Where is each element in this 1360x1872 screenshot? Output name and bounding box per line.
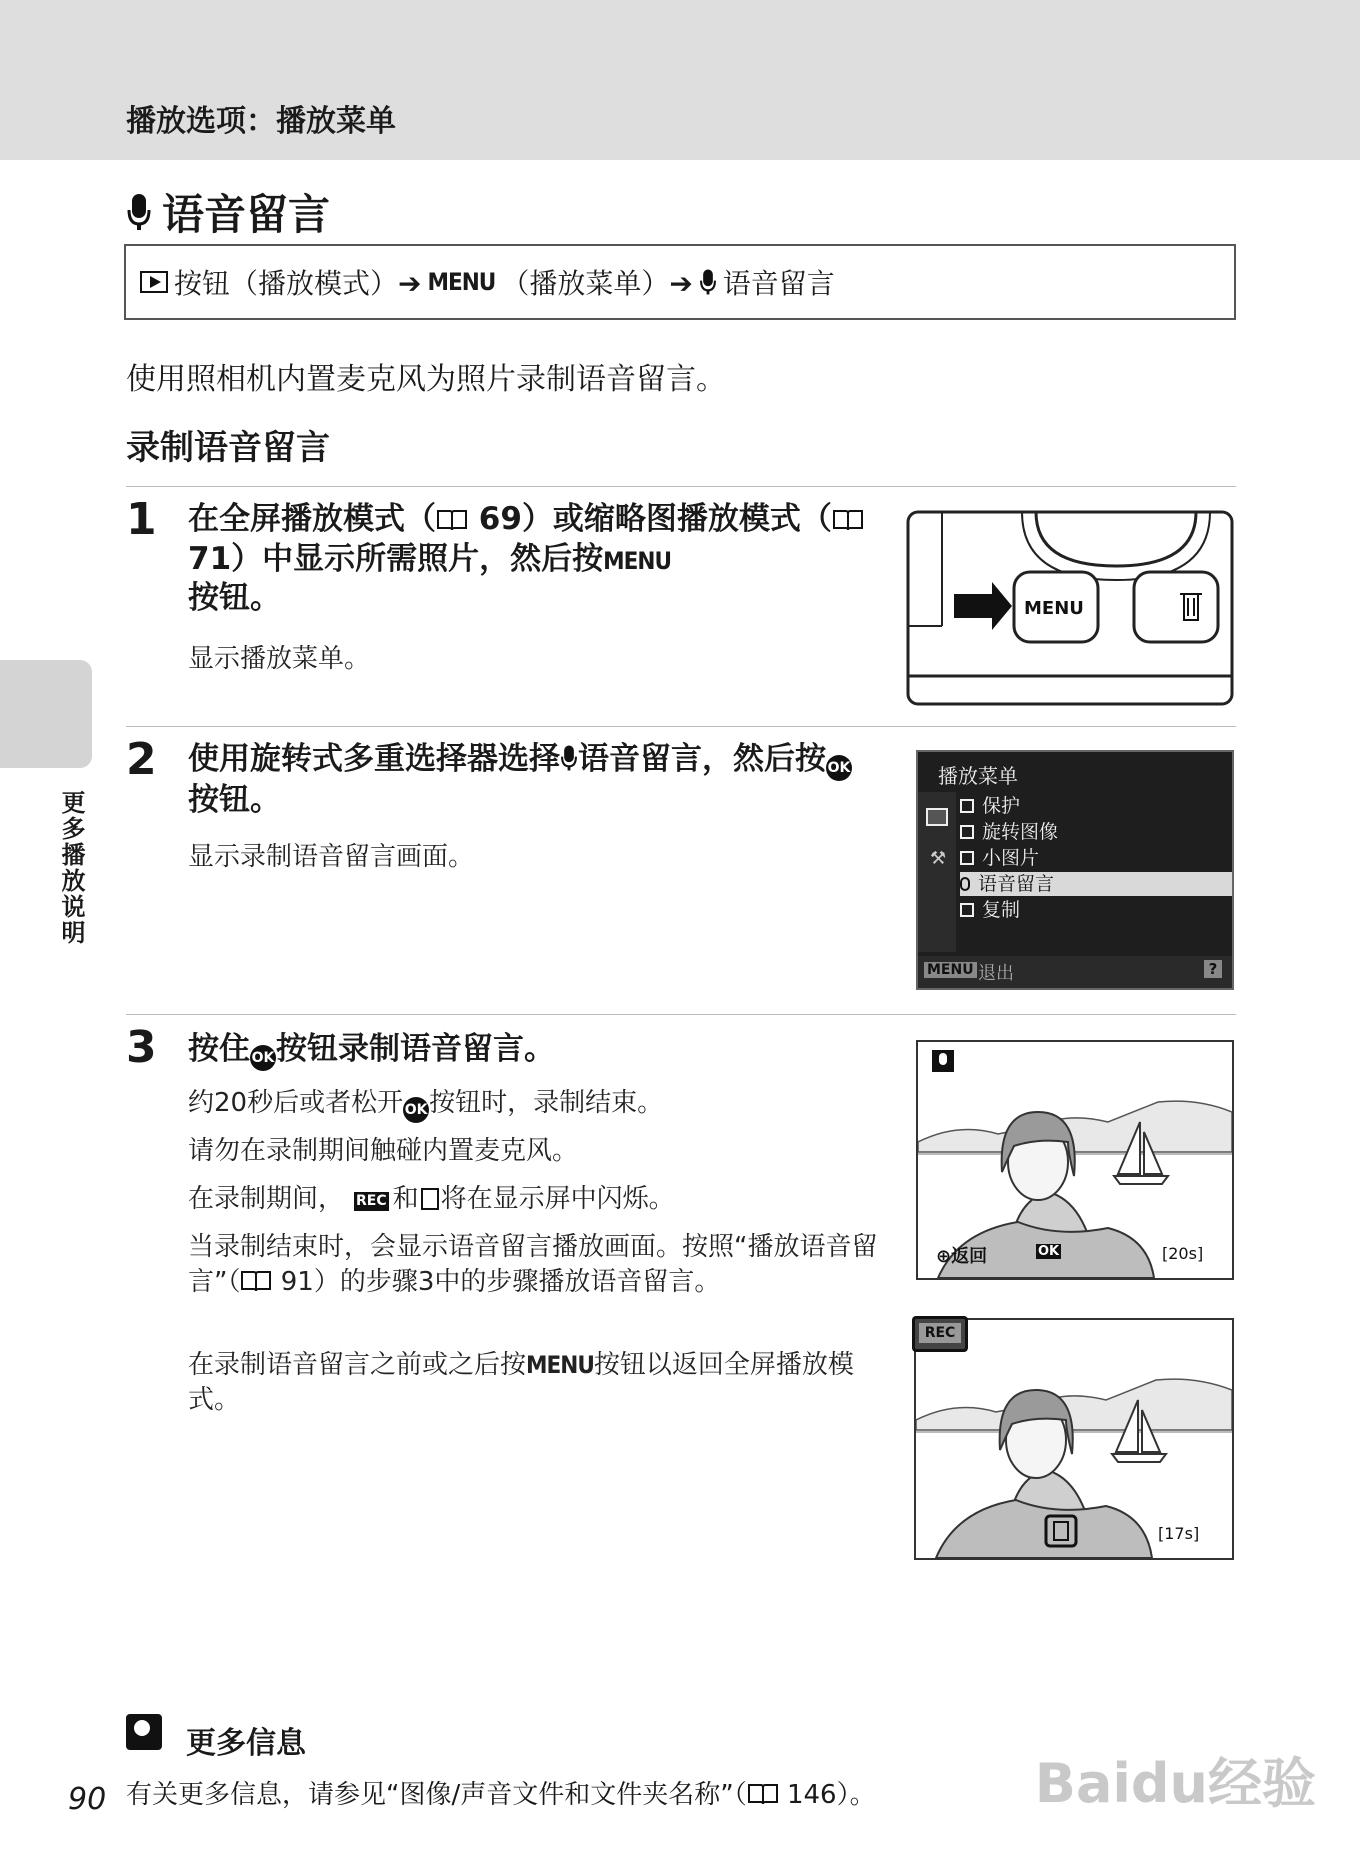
subheading: 录制语音留言: [126, 428, 330, 468]
small-picture-icon: [960, 851, 974, 865]
menu-item-label: 小图片: [982, 847, 1040, 869]
step-text: 将在显示屏中闪烁。: [440, 1184, 675, 1214]
menu-item-label: 旋转图像: [982, 821, 1059, 843]
microphone-icon: [699, 268, 717, 296]
rec-label: REC: [919, 1323, 961, 1343]
intro-text: 使用照相机内置麦克风为照片录制语音留言。: [126, 362, 726, 397]
copy-icon: [960, 903, 974, 917]
page-ref: 71: [188, 540, 232, 577]
microphone-icon: [126, 192, 152, 232]
page-number: 90: [68, 1782, 107, 1817]
step-text: 约20秒后或者松开: [188, 1088, 404, 1118]
photo-woman-sailboat: [916, 1320, 1232, 1558]
step-text: 当录制结束时，会显示语音留言播放画面。按照“播放语音留言”（: [188, 1232, 878, 1298]
menu-item-label: 复制: [982, 899, 1021, 921]
step-text: 在录制语音留言之前或之后按: [188, 1350, 527, 1380]
more-info-text: [126, 1774, 876, 1811]
divider: [126, 1014, 1236, 1015]
book-reference-icon: [747, 1782, 779, 1806]
menu-item-rotate[interactable]: [960, 820, 1232, 844]
timer-text: 20s: [1168, 1244, 1197, 1263]
menu-word: MENU: [427, 268, 496, 296]
nav-part-1: 按钮（播放模式）➔: [174, 267, 422, 300]
playback-menu-screen: [916, 750, 1234, 990]
step-body: 显示播放菜单。: [188, 644, 371, 674]
step-paragraph: [188, 1230, 878, 1300]
step-paragraph: [188, 1086, 878, 1123]
menu-path-box: [124, 244, 1236, 320]
camera-illustration: [906, 510, 1234, 706]
info-note-icon: [126, 1714, 162, 1750]
step-title: [188, 740, 878, 821]
key-icon: [960, 799, 974, 813]
setup-wrench-icon: ⚒: [930, 848, 947, 869]
menu-item-small-picture[interactable]: [960, 846, 1232, 870]
menu-item-label: 语音留言: [978, 873, 1055, 895]
step-number: 1: [126, 494, 157, 545]
page-ref: 91: [280, 1267, 314, 1298]
step-text: 按住: [188, 1031, 250, 1067]
menu-word: MENU: [603, 546, 671, 575]
step-text: 按钮。: [188, 782, 281, 818]
microphone-icon: [560, 744, 578, 772]
ok-button-icon: OK: [403, 1097, 429, 1123]
menu-footer-menu-badge: MENU: [924, 962, 977, 978]
step-text: 按钮时，录制结束。: [429, 1088, 664, 1118]
more-info-title: 更多信息: [186, 1726, 306, 1761]
menu-word: MENU: [526, 1351, 594, 1379]
back-label[interactable]: ⊕返回: [936, 1246, 988, 1267]
page-ref: 69: [478, 501, 522, 537]
rec-icon: REC: [356, 1193, 387, 1209]
remaining-time: [17s]: [1158, 1524, 1200, 1543]
step-text: ）中显示所需照片，然后按: [231, 540, 604, 577]
step-text: 按钮录制语音留言。: [276, 1031, 555, 1067]
voice-memo-screen: [916, 1040, 1234, 1280]
more-info-part: ）。: [836, 1780, 876, 1810]
step-title: [188, 500, 878, 619]
book-reference-icon: [436, 508, 468, 532]
step-body: 显示录制语音留言画面。: [188, 842, 475, 872]
divider: [126, 486, 1236, 487]
divider: [126, 726, 1236, 727]
step-text: 语音留言: [578, 741, 702, 777]
rotate-icon: [960, 825, 974, 839]
menu-button-label: MENU: [1024, 598, 1084, 619]
menu-item-copy[interactable]: [960, 898, 1232, 922]
side-tab-label: 更多播放说明: [57, 790, 85, 946]
step-text: ）的步骤3中的步骤播放语音留言。: [313, 1267, 721, 1298]
voice-memo-icon: [421, 1188, 439, 1210]
step-text: 按钮以返回全屏播放模式。: [188, 1350, 854, 1416]
step-number: 2: [126, 734, 157, 785]
step-text: 在全屏播放模式（: [188, 501, 436, 537]
recording-screen: [914, 1318, 1234, 1560]
microphone-icon: [960, 877, 970, 891]
step-text: 在录制期间，: [188, 1184, 345, 1214]
step-paragraph: [188, 1182, 878, 1217]
help-icon[interactable]: ?: [1204, 960, 1222, 978]
step-text: ）或缩略图播放模式（: [521, 501, 832, 537]
watermark: Baidu经验: [1034, 1752, 1316, 1815]
title-row: [126, 182, 330, 242]
more-info-part: 有关更多信息，请参见“图像/声音文件和文件夹名称”（: [126, 1780, 747, 1810]
menu-item-voice-memo[interactable]: [960, 872, 1232, 896]
step-text: 按钮。: [188, 580, 281, 617]
page-title: 语音留言: [162, 190, 331, 239]
playback-icon: [140, 271, 168, 293]
camera-back-drawing: [906, 510, 1234, 706]
back-text: 返回: [951, 1246, 988, 1267]
menu-screen-title: 播放菜单: [938, 764, 1018, 788]
rec-indicator: [912, 1316, 968, 1352]
book-reference-icon: [240, 1269, 272, 1293]
step-paragraph: 请勿在录制期间触碰内置麦克风。: [188, 1136, 579, 1166]
menu-item-protect[interactable]: [960, 794, 1232, 818]
step-title: [188, 1030, 878, 1071]
ok-button-icon: OK: [826, 755, 852, 781]
step-number: 3: [126, 1022, 157, 1073]
menu-footer-exit[interactable]: 退出: [978, 963, 1014, 984]
nav-part-3: 语音留言: [722, 267, 835, 300]
remaining-time: [20s]: [1162, 1244, 1204, 1263]
section-path: 播放选项：播放菜单: [126, 104, 396, 139]
ok-badge: OK: [1038, 1244, 1060, 1259]
book-reference-icon: [832, 508, 864, 532]
menu-item-label: 保护: [982, 795, 1021, 817]
playback-tab-icon: [926, 808, 948, 826]
step-paragraph: [188, 1348, 878, 1418]
page-ref: 146: [786, 1780, 837, 1810]
step-text: 使用旋转式多重选择器选择: [188, 741, 560, 777]
side-tab: [0, 660, 92, 768]
step-text: 和: [392, 1184, 419, 1214]
timer-text: 17s: [1164, 1524, 1193, 1543]
ok-button-icon: OK: [250, 1045, 276, 1071]
step-text: ，然后按: [702, 741, 826, 777]
nav-part-2: （播放菜单）➔: [501, 267, 693, 300]
